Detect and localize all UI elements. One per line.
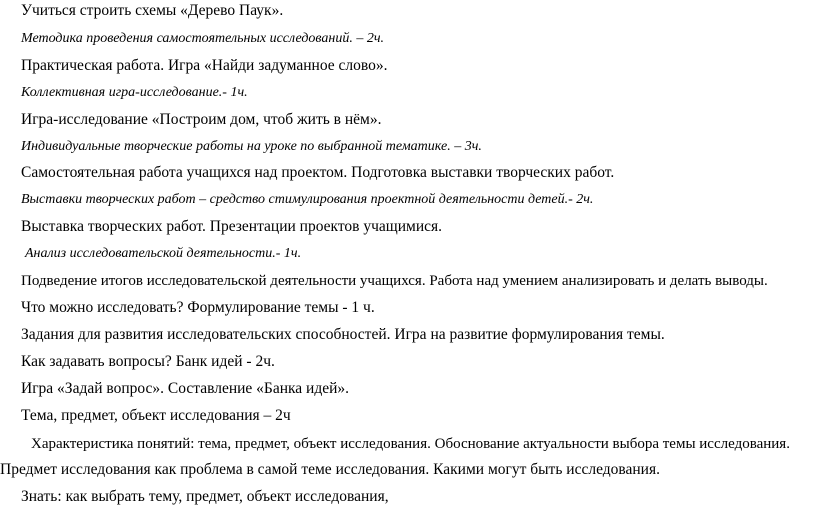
line-13: Задания для развития исследовательских способностей. Игра на развитие формулирования темы. (21, 326, 665, 343)
line-14: Как задавать вопросы? Банк идей - 2ч. (21, 353, 275, 370)
line-12: Что можно исследовать? Формулирование темы - 1 ч. (21, 299, 375, 316)
line-2-italic: Методика проведения самостоятельных исследований. – 2ч. (21, 31, 385, 46)
line-17: Характеристика понятий: тема, предмет, объект исследования. Обоснование актуальности выбора темы исследования. (31, 436, 790, 452)
line-15: Игра «Задай вопрос». Составление «Банка идей». (21, 380, 350, 397)
line-5: Игра-исследование «Построим дом, чтоб жить в нём». (21, 111, 382, 128)
line-18: Предмет исследования как проблема в самой теме исследования. Какими могут быть исследования. (0, 461, 660, 478)
line-1: Учиться строить схемы «Дерево Паук». (21, 2, 284, 19)
line-3: Практическая работа. Игра «Найди задуманное слово». (21, 57, 388, 74)
line-10-italic: Анализ исследовательской деятельности.- 1ч. (25, 246, 302, 261)
line-8-italic: Выставки творческих работ – средство стимулирования проектной деятельности детей.- 2ч. (21, 192, 594, 207)
line-4-italic: Коллективная игра-исследование.- 1ч. (21, 85, 248, 100)
line-11: Подведение итогов исследовательской деятельности учащихся. Работа над умением анализировать и делать выводы. (21, 273, 768, 289)
line-16: Тема, предмет, объект исследования – 2ч (21, 407, 291, 424)
line-6-italic: Индивидуальные творческие работы на уроке по выбранной тематике. – 3ч. (21, 139, 482, 154)
line-9: Выставка творческих работ. Презентации проектов учащимися. (21, 218, 443, 235)
line-19: Знать: как выбрать тему, предмет, объект исследования, (21, 488, 389, 505)
line-7: Самостоятельная работа учащихся над проектом. Подготовка выставки творческих работ. (21, 164, 615, 181)
